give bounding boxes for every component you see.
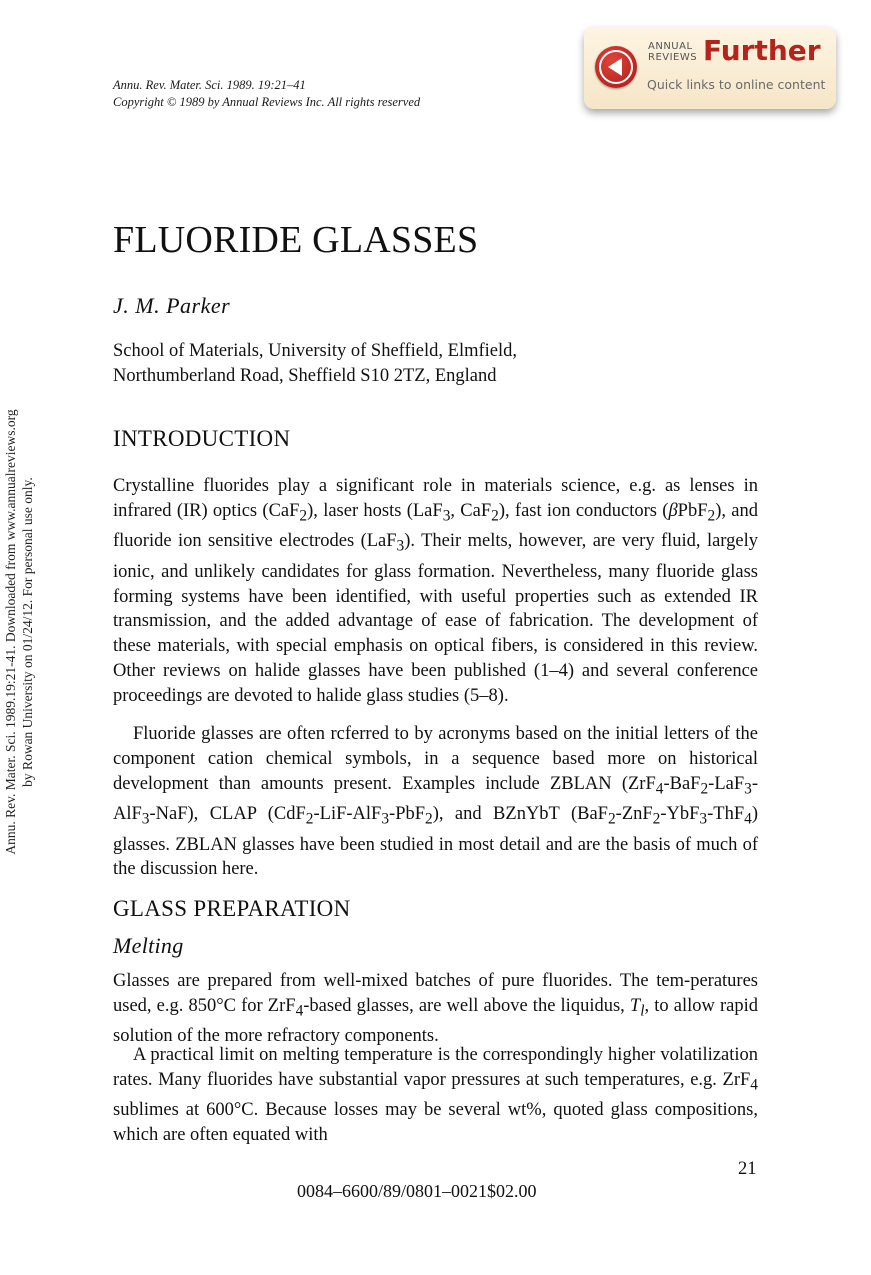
text-run: Glasses are prepared from well-mixed batches of pure fluorides. The tem-peratures used, e.g. 850°C for ZrF: [113, 971, 758, 1016]
text-run: -LaF: [708, 773, 745, 794]
text-run: ) glasses. ZBLAN glasses have been studied in most detail and are the basis of much of the discussion here.: [113, 804, 758, 880]
text-run: -PbF: [389, 804, 426, 825]
subscript: 3: [442, 507, 451, 525]
subscript: 2: [607, 810, 616, 828]
subscript: 3: [381, 810, 390, 828]
subscript: 3: [744, 780, 752, 798]
citation-block: [113, 77, 420, 111]
text-run: ), laser hosts (LaF: [307, 500, 443, 521]
subscript: 2: [652, 810, 661, 828]
affiliation: [113, 339, 517, 389]
text-run: -ThF: [707, 804, 745, 825]
copyright-line: Copyright © 1989 by Annual Reviews Inc. All rights reserved: [113, 95, 421, 109]
text-run: -BaF: [663, 773, 701, 794]
subscript: 4: [750, 1076, 758, 1094]
subscript: 2: [700, 780, 709, 798]
download-watermark-line-1: Annu. Rev. Mater. Sci. 1989.19:21-41. Downloaded from www.annualreviews.org: [3, 409, 18, 855]
reviews-word: REVIEWS: [648, 52, 698, 63]
download-watermark: [2, 352, 36, 912]
introduction-paragraph-2: [113, 722, 758, 882]
introduction-heading: INTRODUCTION: [113, 426, 291, 451]
annual-word: ANNUAL: [648, 41, 693, 52]
text-run: PbF: [677, 500, 708, 521]
liquidus-symbol: T: [629, 995, 641, 1016]
melting-paragraph-1: [113, 969, 758, 1049]
page-number: 21: [738, 1159, 757, 1179]
text-run: ), fast ion conductors (: [498, 500, 669, 521]
introduction-paragraph-1: [113, 474, 758, 709]
further-badge[interactable]: [584, 27, 836, 109]
subscript: 2: [707, 507, 716, 525]
subscript: 4: [655, 780, 664, 798]
download-watermark-line-2: by Rowan University on 01/24/12. For personal use only.: [20, 477, 35, 787]
author-name: J. M. Parker: [113, 293, 231, 318]
text-run: -based glasses, are well above the liquidus,: [303, 995, 630, 1016]
subscript: 4: [744, 810, 752, 828]
beta-symbol: β: [668, 500, 678, 521]
text-run: Fluoride glasses are often rcferred to by acronyms based on the initial letters of the component cation chemical symbols, in a sequence based more on historical development than amounts present. Examples include ZBLAN (ZrF: [113, 724, 758, 794]
liquidus-subscript: l: [640, 1002, 645, 1020]
quick-links-text[interactable]: Quick links to online content: [647, 77, 826, 92]
melting-subheading: Melting: [113, 933, 184, 958]
article-title: FLUORIDE GLASSES: [113, 219, 479, 261]
subscript: 2: [299, 507, 308, 525]
text-run: -AlF: [113, 773, 758, 825]
text-run: ), and BZnYbT (BaF: [432, 804, 608, 825]
melting-paragraph-2: [113, 1043, 758, 1148]
text-run: A practical limit on melting temperature is the correspondingly higher volatilization rates. Many fluorides have substantial vapor pressures at such temperatures, e.g. ZrF: [113, 1045, 758, 1090]
text-run: sublimes at 600°C. Because losses may be several wt%, quoted glass compositions, which are often equated with: [113, 1100, 758, 1146]
text-run: , to allow rapid solution of the more refractory components.: [113, 995, 758, 1047]
subscript: 3: [141, 810, 150, 828]
play-back-arrow-icon[interactable]: [595, 46, 637, 88]
text-run: , CaF: [450, 500, 492, 521]
text-run: -LiF-AlF: [313, 804, 382, 825]
text-run: ). Their melts, however, are very fluid, largely ionic, and unlikely candidates for glass formation. Nevertheless, many fluoride glass forming systems have been identified, with useful properties such as extended IR transmission, and the added advantage of ease of fabrication. The development of these materials, with special emphasis on optical fibers, is considered in this review. Other reviews on halide glasses have been published (1–4) and several conference proceedings are devoted to halide glass studies (5–8).: [113, 531, 758, 706]
subscript: 3: [396, 537, 405, 555]
text-run: ), and fluoride ion sensitive electrodes (LaF: [113, 500, 758, 552]
subscript: 2: [491, 507, 499, 525]
glass-preparation-heading: GLASS PREPARATION: [113, 896, 351, 921]
text-run: -NaF), CLAP (CdF: [149, 804, 306, 825]
subscript: 4: [295, 1002, 304, 1020]
citation-line-1: Annu. Rev. Mater. Sci. 1989. 19:21–41: [113, 78, 306, 92]
further-word: Further: [703, 34, 821, 67]
subscript: 3: [699, 810, 708, 828]
annual-reviews-logo-text: [648, 41, 697, 63]
affiliation-line-1: School of Materials, University of Sheffield, Elmfield,: [113, 341, 518, 361]
affiliation-line-2: Northumberland Road, Sheffield S10 2TZ, England: [113, 366, 497, 386]
subscript: 2: [305, 810, 314, 828]
price-code: 0084–6600/89/0801–0021$02.00: [297, 1181, 537, 1201]
text-run: -ZnF: [615, 804, 653, 825]
text-run: Crystalline fluorides play a significant role in materials science, e.g. as lenses in infrared (IR) optics (CaF: [113, 476, 758, 521]
subscript: 2: [425, 810, 433, 828]
text-run: -YbF: [660, 804, 700, 825]
